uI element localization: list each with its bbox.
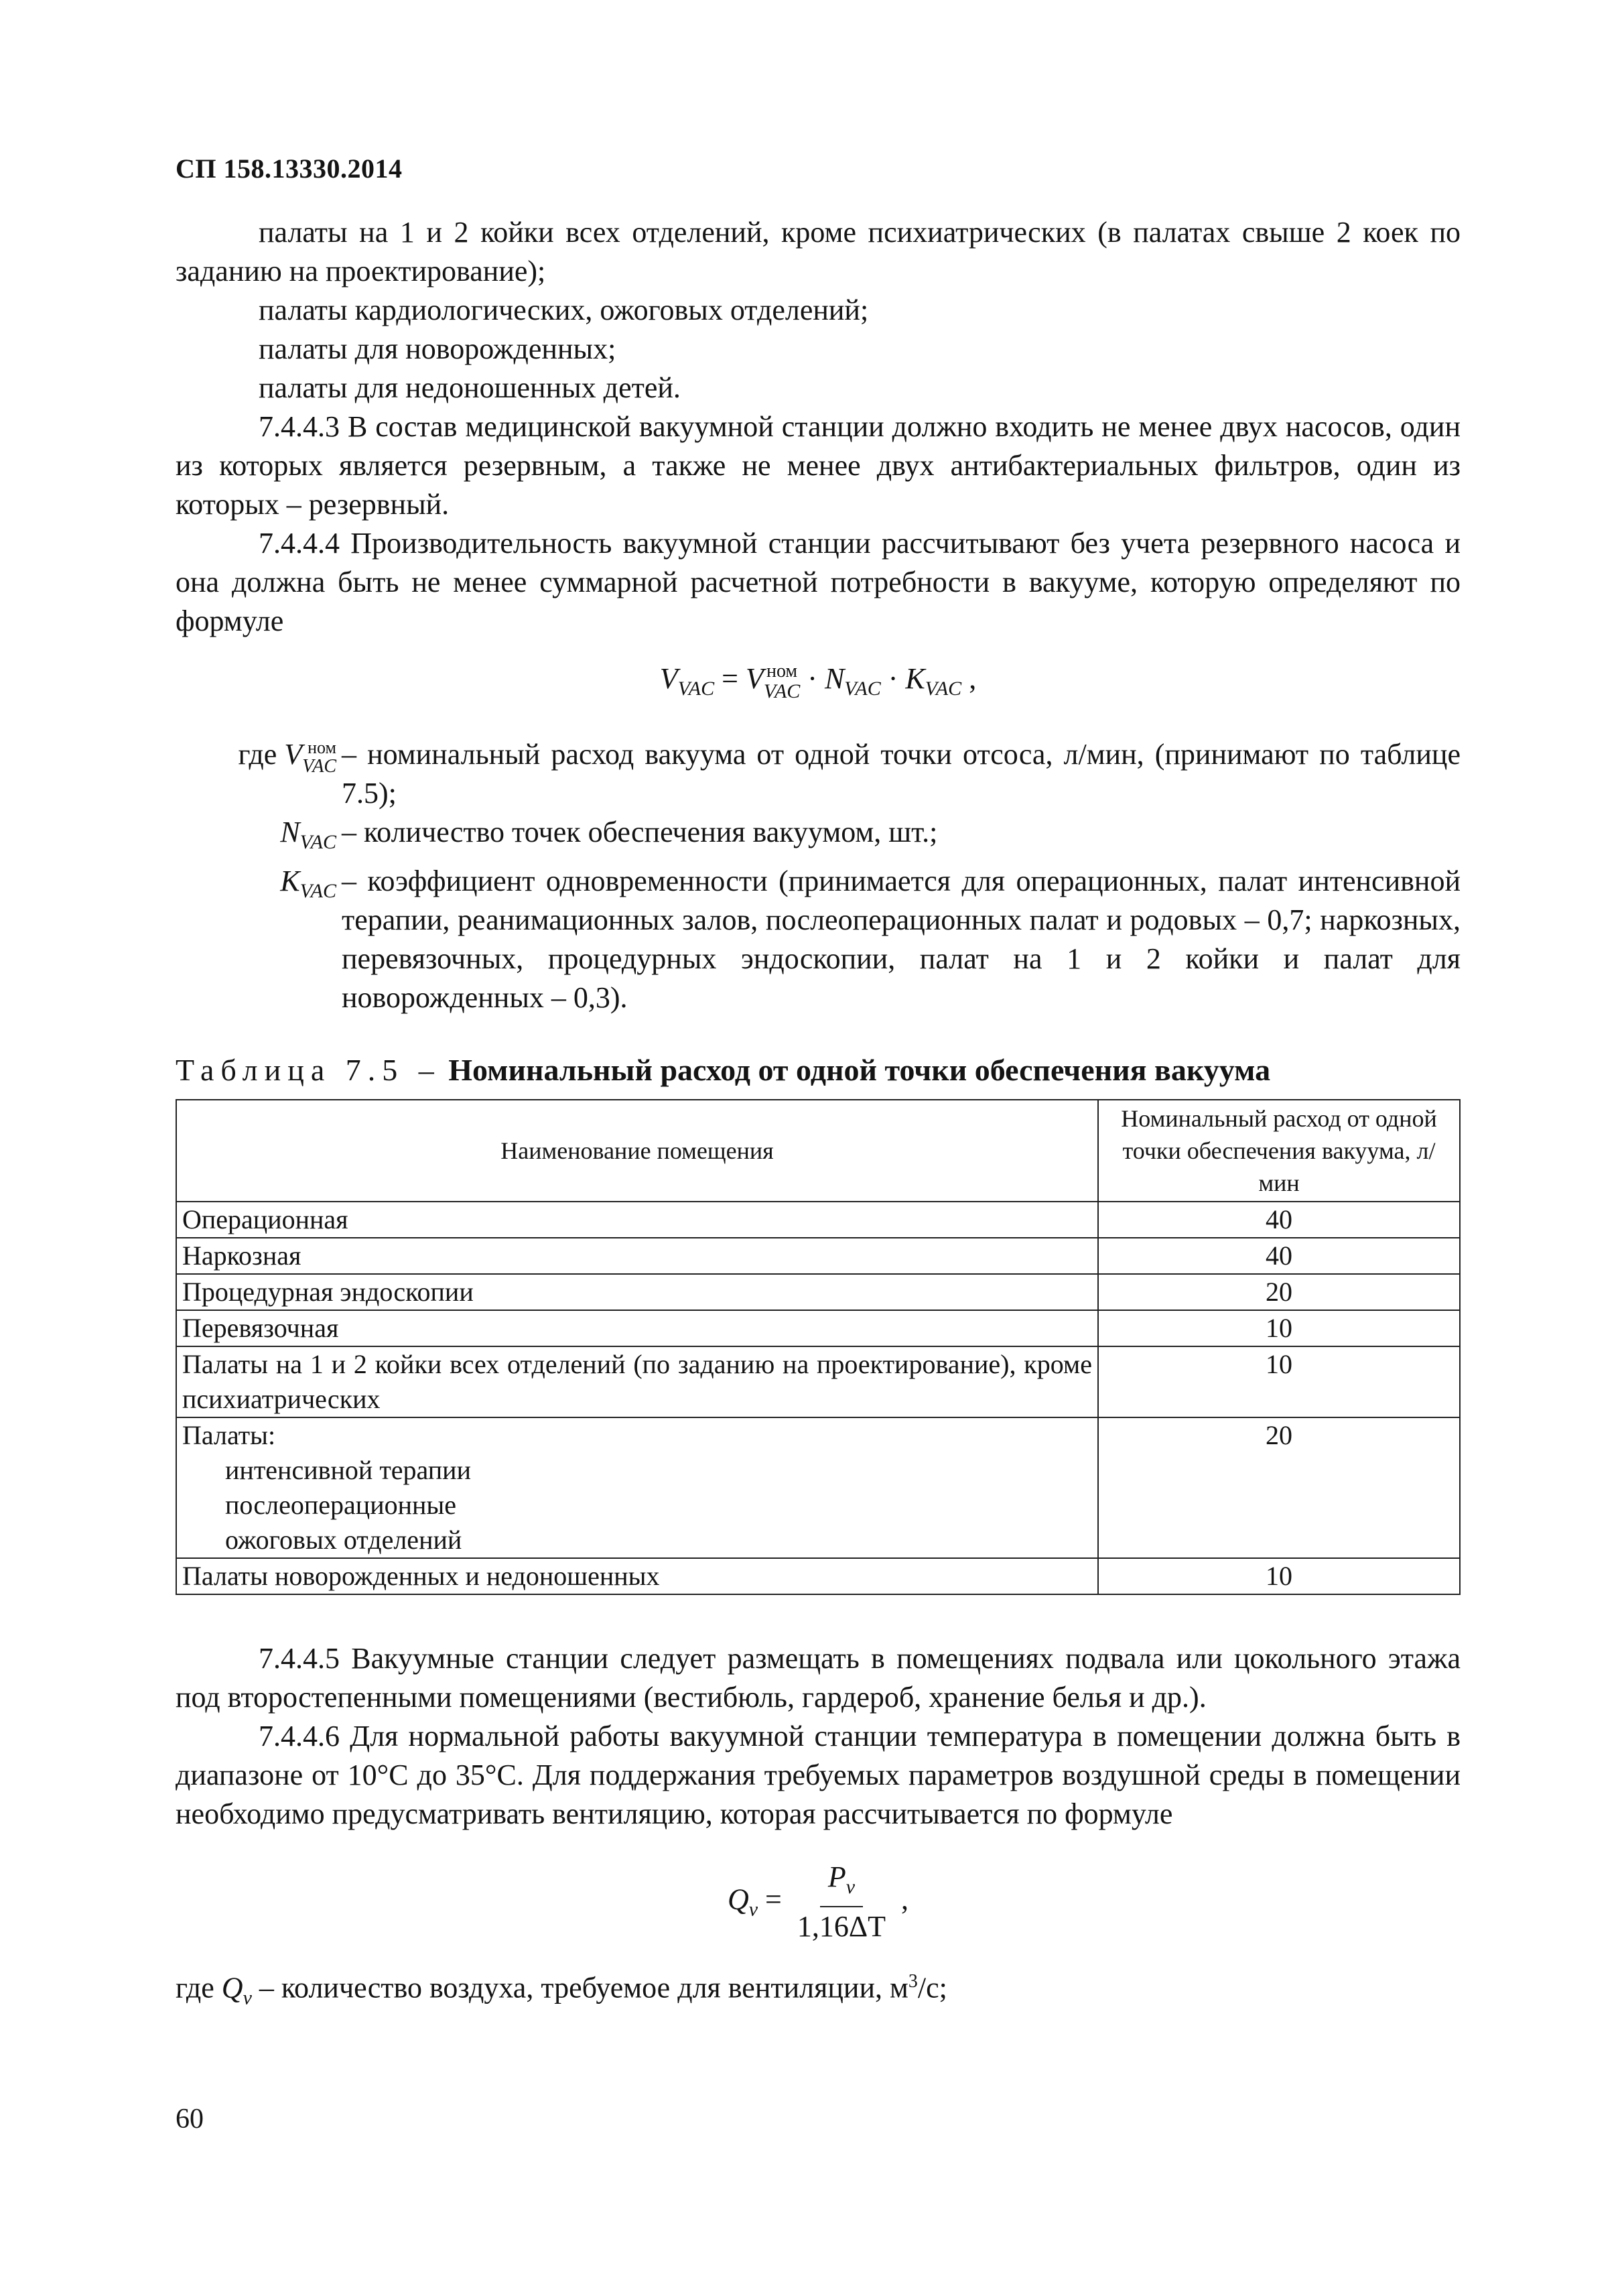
- paragraph-7-4-4-5: 7.4.4.5 Вакуумные станции следует размещать в помещениях подвала или цокольного этажа под второстепенными помещениями (вестибюль, гардероб, хранение белья и др.).: [176, 1641, 1461, 1714]
- formula-vacuum: $V_{VAC} = V$ ном VAC · $N_{VAC} \cdot K_{VAC}$ ,: [659, 660, 977, 702]
- table-caption: Таблица 7.5 – Номинальный расход от одной точки обеспечения вакуума: [176, 1052, 1271, 1087]
- list-item: палаты для новорожденных;: [259, 332, 616, 365]
- paragraph-7-4-4-3: 7.4.4.3 В состав медицинской вакуумной станции должно входить не менее двух насосов, один из которых является резервным, а также не менее двух антибактериальных фильтров, один из которых – резервный.: [176, 410, 1461, 521]
- page-number: 60: [176, 2104, 204, 2134]
- list-item: палаты на 1 и 2 койки всех отделений, кроме психиатрических (в палатах свыше 2 коек по заданию на проектирование);: [176, 216, 1461, 288]
- list-item: палаты для недоношенных детей.: [259, 371, 681, 404]
- definitions: [176, 735, 1461, 1017]
- table-row: Палаты новорожденных и недоношенных 10: [176, 1558, 1460, 1594]
- body-text: [176, 213, 1461, 2018]
- vacuum-flow-table: [176, 1099, 1461, 1595]
- table-row: Операционная 40: [176, 1202, 1460, 1238]
- column-header-flow: Номинальный расход от одной точки обеспечения вакуума, л/мин: [1098, 1100, 1460, 1202]
- table-row: Палаты: интенсивной терапии послеоперационные ожоговых отделений 20: [176, 1417, 1460, 1558]
- table-row: Перевязочная 10: [176, 1310, 1460, 1346]
- column-header-room: Наименование помещения: [176, 1100, 1098, 1202]
- table-row: Палаты на 1 и 2 койки всех отделений (по заданию на проектирование), кроме психиатрических 10: [176, 1346, 1460, 1417]
- formula-ventilation: $Q_v$ = $\frac{P_v}{1,16\Delta T}$ ,: [176, 1858, 1461, 1947]
- definition-q: где $Q_v$ – количество воздуха, требуемое для вентиляции, $м^3/с$;: [176, 1971, 947, 2009]
- table-header-row: [176, 1100, 1460, 1202]
- paragraph-7-4-4-4: 7.4.4.4 Производительность вакуумной станции рассчитывают без учета резервного насоса и она должна быть не менее суммарной расчетной потребности в вакууме, которую определяют по формуле: [176, 527, 1461, 637]
- table-row: Процедурная эндоскопии 20: [176, 1274, 1460, 1310]
- definition-row: где V ном VAC – номинальный расход вакуума от одной точки отсоса, л/мин, (принимают по таблице 7.5);: [238, 737, 1461, 810]
- sub-list: интенсивной терапии послеоперационные ожоговых отделений: [225, 1454, 471, 1555]
- definition-row: $K_{VAC}$ – коэффициент одновременности (принимается для операционных, палат интенсивной терапии, реанимационных залов, послеоперационных палат и родовых – 0,7; наркозных, перевязочных, процедурных эндоскопии, палат на 1 и 2 койки и палат для новорожденных – 0,3).: [280, 864, 1461, 1014]
- definition-row: $N_{VAC}$ – количество точек обеспечения вакуумом, шт.;: [280, 815, 938, 853]
- list-item: палаты кардиологических, ожоговых отделений;: [259, 294, 869, 326]
- table-row: Наркозная 40: [176, 1238, 1460, 1274]
- document-code: СП 158.13330.2014: [176, 153, 403, 184]
- paragraph-7-4-4-6: 7.4.4.6 Для нормальной работы вакуумной станции температура в помещении должна быть в диапазоне от 10°С до 35°С. Для поддержания требуемых параметров воздушной среды в помещении необходимо предусматривать вентиляцию, которая рассчитывается по формуле: [176, 1719, 1461, 1830]
